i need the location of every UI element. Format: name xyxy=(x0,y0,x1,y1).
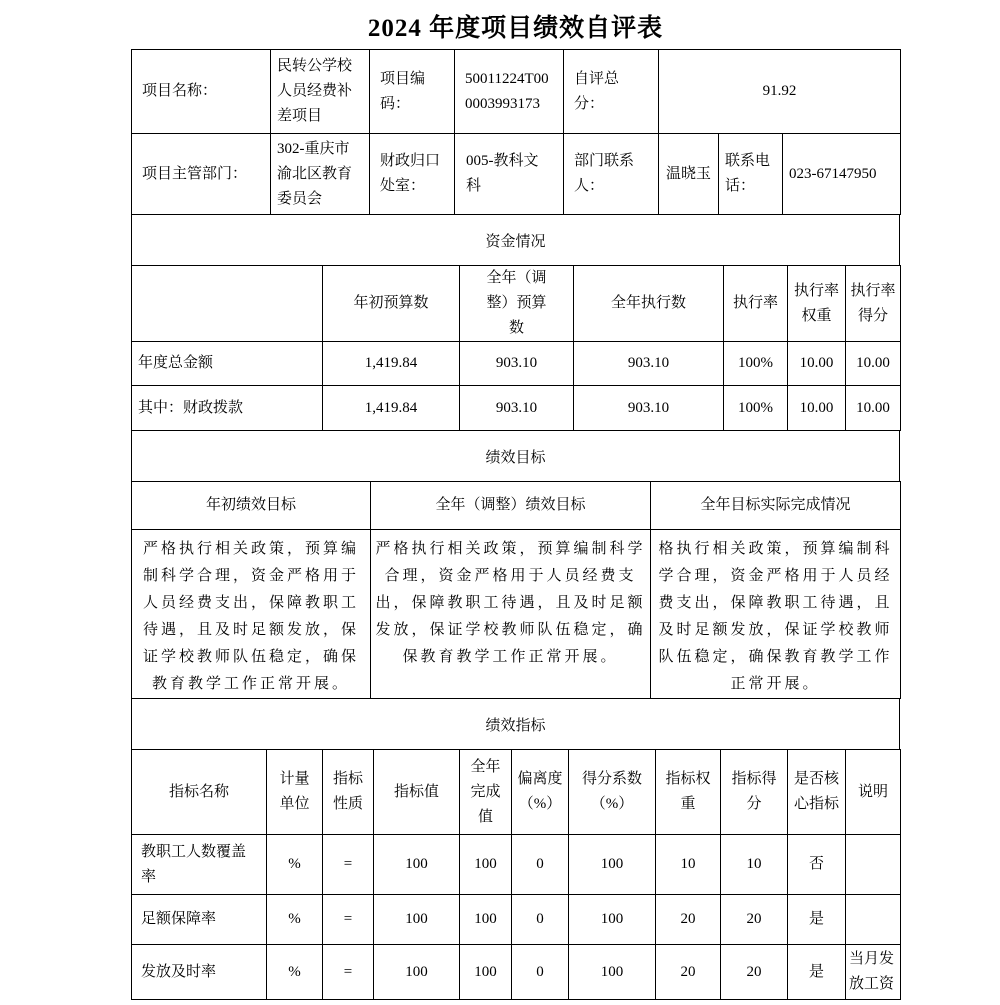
project-code-value: 50011224T000003993173 xyxy=(455,50,564,134)
executed-value: 903.10 xyxy=(574,342,724,386)
actual-completion-text: 格执行相关政策，预算编制科学合理，资金严格用于人员经费支出，保障教职工待遇，且及时足额发放，保证学校教师队伍稳定，确保教育教学工作正常开展。 xyxy=(651,530,901,699)
indicator-unit: % xyxy=(267,945,323,1000)
rate-score-value: 10.00 xyxy=(846,386,901,431)
indicator-coefficient: 100 xyxy=(569,895,656,945)
rate-value: 100% xyxy=(724,386,788,431)
indicator-name: 发放及时率 xyxy=(132,945,267,1000)
indicator-deviation: 0 xyxy=(512,835,569,895)
indicator-score: 20 xyxy=(721,945,788,1000)
goals-header-initial: 年初绩效目标 xyxy=(132,482,371,530)
indicator-header-target: 指标值 xyxy=(374,750,460,835)
indicator-actual: 100 xyxy=(460,945,512,1000)
indicator-deviation: 0 xyxy=(512,945,569,1000)
indicator-row xyxy=(132,835,901,895)
indicator-header-coefficient: 得分系数（%） xyxy=(569,750,656,835)
indicator-header-name: 指标名称 xyxy=(132,750,267,835)
indicator-deviation: 0 xyxy=(512,895,569,945)
indicator-nature: = xyxy=(323,945,374,1000)
indicator-core: 是 xyxy=(788,895,846,945)
fiscal-office-label: 财政归口处室： xyxy=(370,134,455,215)
indicator-actual: 100 xyxy=(460,895,512,945)
phone-label: 联系电话： xyxy=(719,134,783,215)
funding-header-initial-budget: 年初预算数 xyxy=(323,266,460,342)
project-name-label: 项目名称： xyxy=(132,50,271,134)
initial-goal-text: 严格执行相关政策，预算编制科学合理，资金严格用于人员经费支出，保障教职工待遇，且及时足额发放，保证学校教师队伍稳定，确保教育教学工作正常开展。 xyxy=(132,530,371,699)
goals-section-title: 绩效目标 xyxy=(131,430,900,482)
indicator-core: 是 xyxy=(788,945,846,1000)
initial-budget-value: 1,419.84 xyxy=(323,386,460,431)
indicator-header-core: 是否核心指标 xyxy=(788,750,846,835)
funding-table xyxy=(131,265,901,431)
rate-weight-value: 10.00 xyxy=(788,386,846,431)
dept-label: 项目主管部门： xyxy=(132,134,271,215)
indicator-unit: % xyxy=(267,895,323,945)
goals-content-row xyxy=(132,530,901,699)
indicator-target: 100 xyxy=(374,895,460,945)
rate-score-value: 10.00 xyxy=(846,342,901,386)
indicator-name: 足额保障率 xyxy=(132,895,267,945)
indicator-nature: = xyxy=(323,835,374,895)
indicator-header-deviation: 偏离度（%） xyxy=(512,750,569,835)
indicator-nature: = xyxy=(323,895,374,945)
funding-row-label: 其中：财政拨款 xyxy=(132,386,323,431)
rate-weight-value: 10.00 xyxy=(788,342,846,386)
dept-value: 302-重庆市渝北区教育委员会 xyxy=(271,134,370,215)
funding-section-title: 资金情况 xyxy=(131,214,900,266)
goals-header-adjusted: 全年（调整）绩效目标 xyxy=(371,482,651,530)
funding-row-total xyxy=(132,342,901,386)
info-row-2 xyxy=(132,134,901,215)
funding-header-rate-weight: 执行率权重 xyxy=(788,266,846,342)
indicator-unit: % xyxy=(267,835,323,895)
adjusted-goal-text: 严格执行相关政策，预算编制科学合理，资金严格用于人员经费支出，保障教职工待遇，且及时足额发放，保证学校教师队伍稳定，确保教育教学工作正常开展。 xyxy=(371,530,651,699)
goals-header-row xyxy=(132,482,901,530)
indicator-actual: 100 xyxy=(460,835,512,895)
goals-header-actual: 全年目标实际完成情况 xyxy=(651,482,901,530)
adjusted-budget-value: 903.10 xyxy=(460,342,574,386)
self-score-value: 91.92 xyxy=(659,50,901,134)
funding-row-label: 年度总金额 xyxy=(132,342,323,386)
contact-value: 温晓玉 xyxy=(659,134,719,215)
indicator-target: 100 xyxy=(374,945,460,1000)
funding-header-rate-score: 执行率得分 xyxy=(846,266,901,342)
indicator-score: 20 xyxy=(721,895,788,945)
indicator-core: 否 xyxy=(788,835,846,895)
executed-value: 903.10 xyxy=(574,386,724,431)
indicator-note xyxy=(846,835,901,895)
fiscal-office-value: 005-教科文科 xyxy=(455,134,564,215)
indicator-header-actual: 全年完成值 xyxy=(460,750,512,835)
contact-label: 部门联系人： xyxy=(564,134,659,215)
project-code-label: 项目编码： xyxy=(370,50,455,134)
page-title: 2024 年度项目绩效自评表 xyxy=(367,15,664,42)
indicator-target: 100 xyxy=(374,835,460,895)
adjusted-budget-value: 903.10 xyxy=(460,386,574,431)
indicators-table xyxy=(131,749,901,1000)
indicator-note: 当月发放工资 xyxy=(846,945,901,1000)
phone-value: 023-67147950 xyxy=(783,134,901,215)
indicator-name: 教职工人数覆盖率 xyxy=(132,835,267,895)
indicator-coefficient: 100 xyxy=(569,945,656,1000)
self-score-label: 自评总分： xyxy=(564,50,659,134)
indicator-header-note: 说明 xyxy=(846,750,901,835)
rate-value: 100% xyxy=(724,342,788,386)
indicator-header-nature: 指标性质 xyxy=(323,750,374,835)
indicator-row xyxy=(132,895,901,945)
indicator-header-weight: 指标权重 xyxy=(656,750,721,835)
indicator-header-score: 指标得分 xyxy=(721,750,788,835)
project-info-table xyxy=(131,49,901,215)
funding-header-rate: 执行率 xyxy=(724,266,788,342)
goals-table xyxy=(131,481,901,699)
self-evaluation-form xyxy=(131,0,900,1000)
funding-header-executed: 全年执行数 xyxy=(574,266,724,342)
initial-budget-value: 1,419.84 xyxy=(323,342,460,386)
indicators-section-title: 绩效指标 xyxy=(131,698,900,750)
indicator-score: 10 xyxy=(721,835,788,895)
funding-row-fiscal xyxy=(132,386,901,431)
indicator-header-unit: 计量单位 xyxy=(267,750,323,835)
indicator-coefficient: 100 xyxy=(569,835,656,895)
indicator-weight: 20 xyxy=(656,895,721,945)
indicator-row xyxy=(132,945,901,1000)
project-name-value: 民转公学校人员经费补差项目 xyxy=(271,50,370,134)
funding-header-adjusted-budget: 全年（调整）预算数 xyxy=(460,266,574,342)
funding-header-row xyxy=(132,266,901,342)
indicator-note xyxy=(846,895,901,945)
indicators-header-row xyxy=(132,750,901,835)
indicator-weight: 10 xyxy=(656,835,721,895)
funding-header-empty xyxy=(132,266,323,342)
info-row-1 xyxy=(132,50,901,134)
indicator-weight: 20 xyxy=(656,945,721,1000)
